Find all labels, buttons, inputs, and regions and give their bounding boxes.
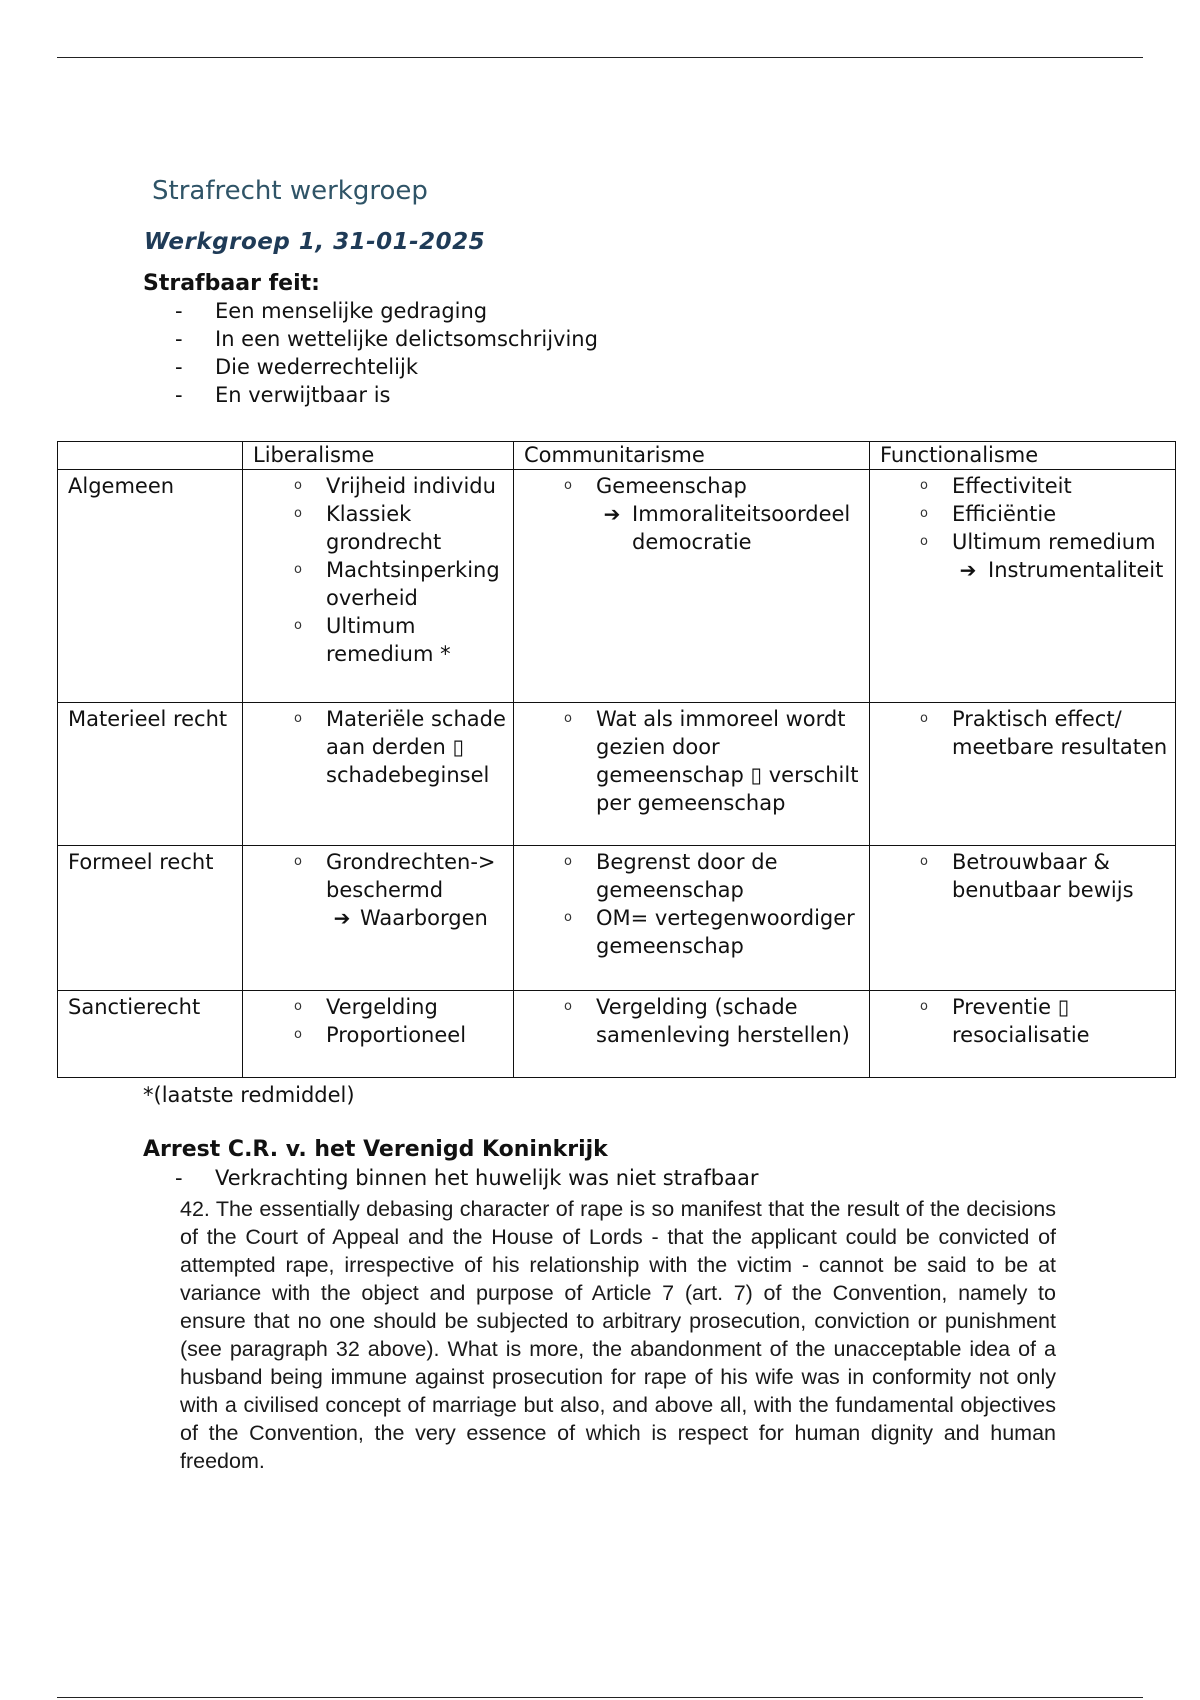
- cell-list-item-text: Grondrechten-> beschermd: [326, 850, 496, 902]
- cell-list-item: [514, 705, 869, 817]
- row-label: Formeel recht: [58, 846, 243, 991]
- cell-list-item-text: Praktisch effect/ meetbare resultaten: [952, 707, 1168, 759]
- table-cell-functionalisme: [870, 846, 1176, 991]
- cell-list: [870, 703, 1175, 761]
- cell-list-item: [243, 612, 513, 668]
- table-cell-liberalisme: [243, 846, 514, 991]
- circle-bullet-icon: o: [564, 478, 572, 493]
- table-cell-liberalisme: [243, 470, 514, 703]
- list-item-text: Een menselijke gedraging: [215, 299, 488, 323]
- cell-list-item: [870, 528, 1175, 556]
- footer-rule: [57, 1697, 1143, 1698]
- dash-bullet: -: [175, 1166, 183, 1190]
- cell-list-item-text: Wat als immoreel wordt gezien door gemeenschap ▯ verschilt per gemeenschap: [596, 707, 859, 815]
- cell-list-item-text: Efficiëntie: [952, 502, 1057, 526]
- cell-list-item: [870, 993, 1175, 1049]
- table-row: [58, 846, 1176, 991]
- cell-list-item: [243, 556, 513, 612]
- cell-list-item: [243, 848, 513, 904]
- cell-list: [514, 846, 869, 960]
- circle-bullet-icon: o: [294, 711, 302, 726]
- cell-list-item: [514, 993, 869, 1049]
- row-label: Sanctierecht: [58, 991, 243, 1078]
- table-cell-functionalisme: [870, 703, 1176, 846]
- cell-list-item-text: OM= vertegenwoordiger gemeenschap: [596, 906, 855, 958]
- cell-list-item-text: Preventie ▯ resocialisatie: [952, 995, 1090, 1047]
- circle-bullet-icon: o: [564, 999, 572, 1014]
- section-heading-arrest: Arrest C.R. v. het Verenigd Koninkrijk: [143, 1137, 608, 1162]
- table-cell-communitarisme: [514, 703, 870, 846]
- row-label: Materieel recht: [58, 703, 243, 846]
- arrow-right-icon: ➔: [333, 906, 351, 930]
- circle-bullet-icon: o: [564, 854, 572, 869]
- cell-list-item: [243, 904, 513, 932]
- cell-list-item: [870, 848, 1175, 904]
- circle-bullet-icon: o: [294, 999, 302, 1014]
- circle-bullet-icon: o: [294, 618, 302, 633]
- table-cell-functionalisme: [870, 470, 1176, 703]
- arrow-right-icon: ➔: [959, 558, 977, 582]
- document-subtitle: Werkgroep 1, 31-01-2025: [144, 229, 486, 255]
- cell-list-item: [870, 556, 1175, 584]
- cell-list-item-text: Proportioneel: [326, 1023, 467, 1047]
- cell-list-item-text: Ultimum remedium: [952, 530, 1156, 554]
- footnote: *(laatste redmiddel): [143, 1083, 355, 1107]
- cell-list: [243, 991, 513, 1049]
- circle-bullet-icon: o: [564, 711, 572, 726]
- cell-list-item-text: Materiële schade aan derden ▯ schadebeginsel: [326, 707, 506, 787]
- table-header-communitarisme: Communitarisme: [514, 442, 870, 470]
- table-header-row: [58, 442, 1176, 470]
- table-row: [58, 991, 1176, 1078]
- cell-list-item: [870, 705, 1175, 761]
- cell-list: [514, 470, 869, 556]
- cell-list-item: [870, 472, 1175, 500]
- circle-bullet-icon: o: [294, 1027, 302, 1042]
- cell-list: [870, 470, 1175, 584]
- cell-list-item-text: Klassiek grondrecht: [326, 502, 442, 554]
- table-row: [58, 703, 1176, 846]
- circle-bullet-icon: o: [920, 534, 928, 549]
- list-item-text: En verwijtbaar is: [215, 383, 391, 407]
- row-label: Algemeen: [58, 470, 243, 703]
- circle-bullet-icon: o: [294, 562, 302, 577]
- case-quote: 42. The essentially debasing character of rape is so manifest that the result of the decisions of the Court of Appeal and the House of Lords - that the applicant could be convicted of attempted rape, irrespective of his relationship with the victim - cannot be said to be at variance with the object and purpose of Article 7 (art. 7) of the Convention, namely to ensure that no one should be subjected to arbitrary prosecution, conviction or punishment (see paragraph 32 above). What is more, the abandonment of the unacceptable idea of a husband being immune against prosecution for rape of his wife was in conformity not only with a civilised concept of marriage but also, and above all, with the fundamental objectives of the Convention, the very essence of which is respect for human dignity and human freedom.: [180, 1197, 1056, 1473]
- cell-list-item: [514, 904, 869, 960]
- table-header-liberalisme: Liberalisme: [243, 442, 514, 470]
- list-item: [175, 325, 598, 353]
- cell-list-item-text: Begrenst door de gemeenschap: [596, 850, 778, 902]
- cell-list-item: [243, 993, 513, 1021]
- cell-list-item: [514, 500, 869, 556]
- table-cell-communitarisme: [514, 991, 870, 1078]
- table-cell-liberalisme: [243, 991, 514, 1078]
- circle-bullet-icon: o: [564, 910, 572, 925]
- cell-list-item-text: Instrumentaliteit: [988, 558, 1164, 582]
- table-cell-liberalisme: [243, 703, 514, 846]
- cell-list: [243, 846, 513, 932]
- cell-list: [243, 703, 513, 789]
- cell-list-item: [243, 472, 513, 500]
- table-row: [58, 470, 1176, 703]
- table-cell-communitarisme: [514, 470, 870, 703]
- cell-list-item-text: Betrouwbaar & benutbaar bewijs: [952, 850, 1134, 902]
- cell-list-item: [514, 848, 869, 904]
- cell-list-item: [243, 500, 513, 556]
- cell-list-item-text: Gemeenschap: [596, 474, 747, 498]
- list-item: [175, 297, 598, 325]
- cell-list: [514, 703, 869, 817]
- circle-bullet-icon: o: [920, 999, 928, 1014]
- section-heading-strafbaar-feit: Strafbaar feit:: [143, 271, 320, 296]
- cell-list-item-text: Machtsinperking overheid: [326, 558, 500, 610]
- dash-bullet: -: [175, 299, 183, 323]
- table-cell-functionalisme: [870, 991, 1176, 1078]
- cell-list-item-text: Vrijheid individu: [326, 474, 496, 498]
- circle-bullet-icon: o: [920, 506, 928, 521]
- cell-list: [870, 846, 1175, 904]
- cell-list-item-text: Ultimum remedium *: [326, 614, 451, 666]
- dash-bullet: -: [175, 355, 183, 379]
- case-bullet-text: Verkrachting binnen het huwelijk was niet strafbaar: [215, 1166, 759, 1190]
- circle-bullet-icon: o: [920, 711, 928, 726]
- list-item: [175, 381, 598, 409]
- header-rule: [57, 57, 1143, 58]
- cell-list-item-text: Vergelding: [326, 995, 438, 1019]
- document-title: Strafrecht werkgroep: [152, 176, 428, 206]
- dash-bullet: -: [175, 383, 183, 407]
- table-body: [58, 470, 1176, 1078]
- table-cell-communitarisme: [514, 846, 870, 991]
- circle-bullet-icon: o: [294, 854, 302, 869]
- circle-bullet-icon: o: [920, 854, 928, 869]
- circle-bullet-icon: o: [920, 478, 928, 493]
- cell-list-item: [514, 472, 869, 500]
- circle-bullet-icon: o: [294, 506, 302, 521]
- list-item: [175, 353, 598, 381]
- comparison-table: [57, 441, 1176, 1078]
- table-header-empty: [58, 442, 243, 470]
- cell-list: [514, 991, 869, 1049]
- cell-list-item-text: Vergelding (schade samenleving herstellen): [596, 995, 850, 1047]
- cell-list-item: [243, 705, 513, 789]
- cell-list-item: [870, 500, 1175, 528]
- list-item-text: Die wederrechtelijk: [215, 355, 418, 379]
- circle-bullet-icon: o: [294, 478, 302, 493]
- cell-list: [243, 470, 513, 668]
- table-header-functionalisme: Functionalisme: [870, 442, 1176, 470]
- cell-list-item-text: Immoraliteitsoordeel democratie: [632, 502, 851, 554]
- arrow-right-icon: ➔: [603, 502, 621, 526]
- criteria-list: [175, 297, 598, 409]
- cell-list-item-text: Waarborgen: [360, 906, 488, 930]
- case-bullet: [175, 1166, 758, 1190]
- cell-list-item-text: Effectiviteit: [952, 474, 1072, 498]
- list-item-text: In een wettelijke delictsomschrijving: [215, 327, 598, 351]
- dash-bullet: -: [175, 327, 183, 351]
- cell-list-item: [243, 1021, 513, 1049]
- cell-list: [870, 991, 1175, 1049]
